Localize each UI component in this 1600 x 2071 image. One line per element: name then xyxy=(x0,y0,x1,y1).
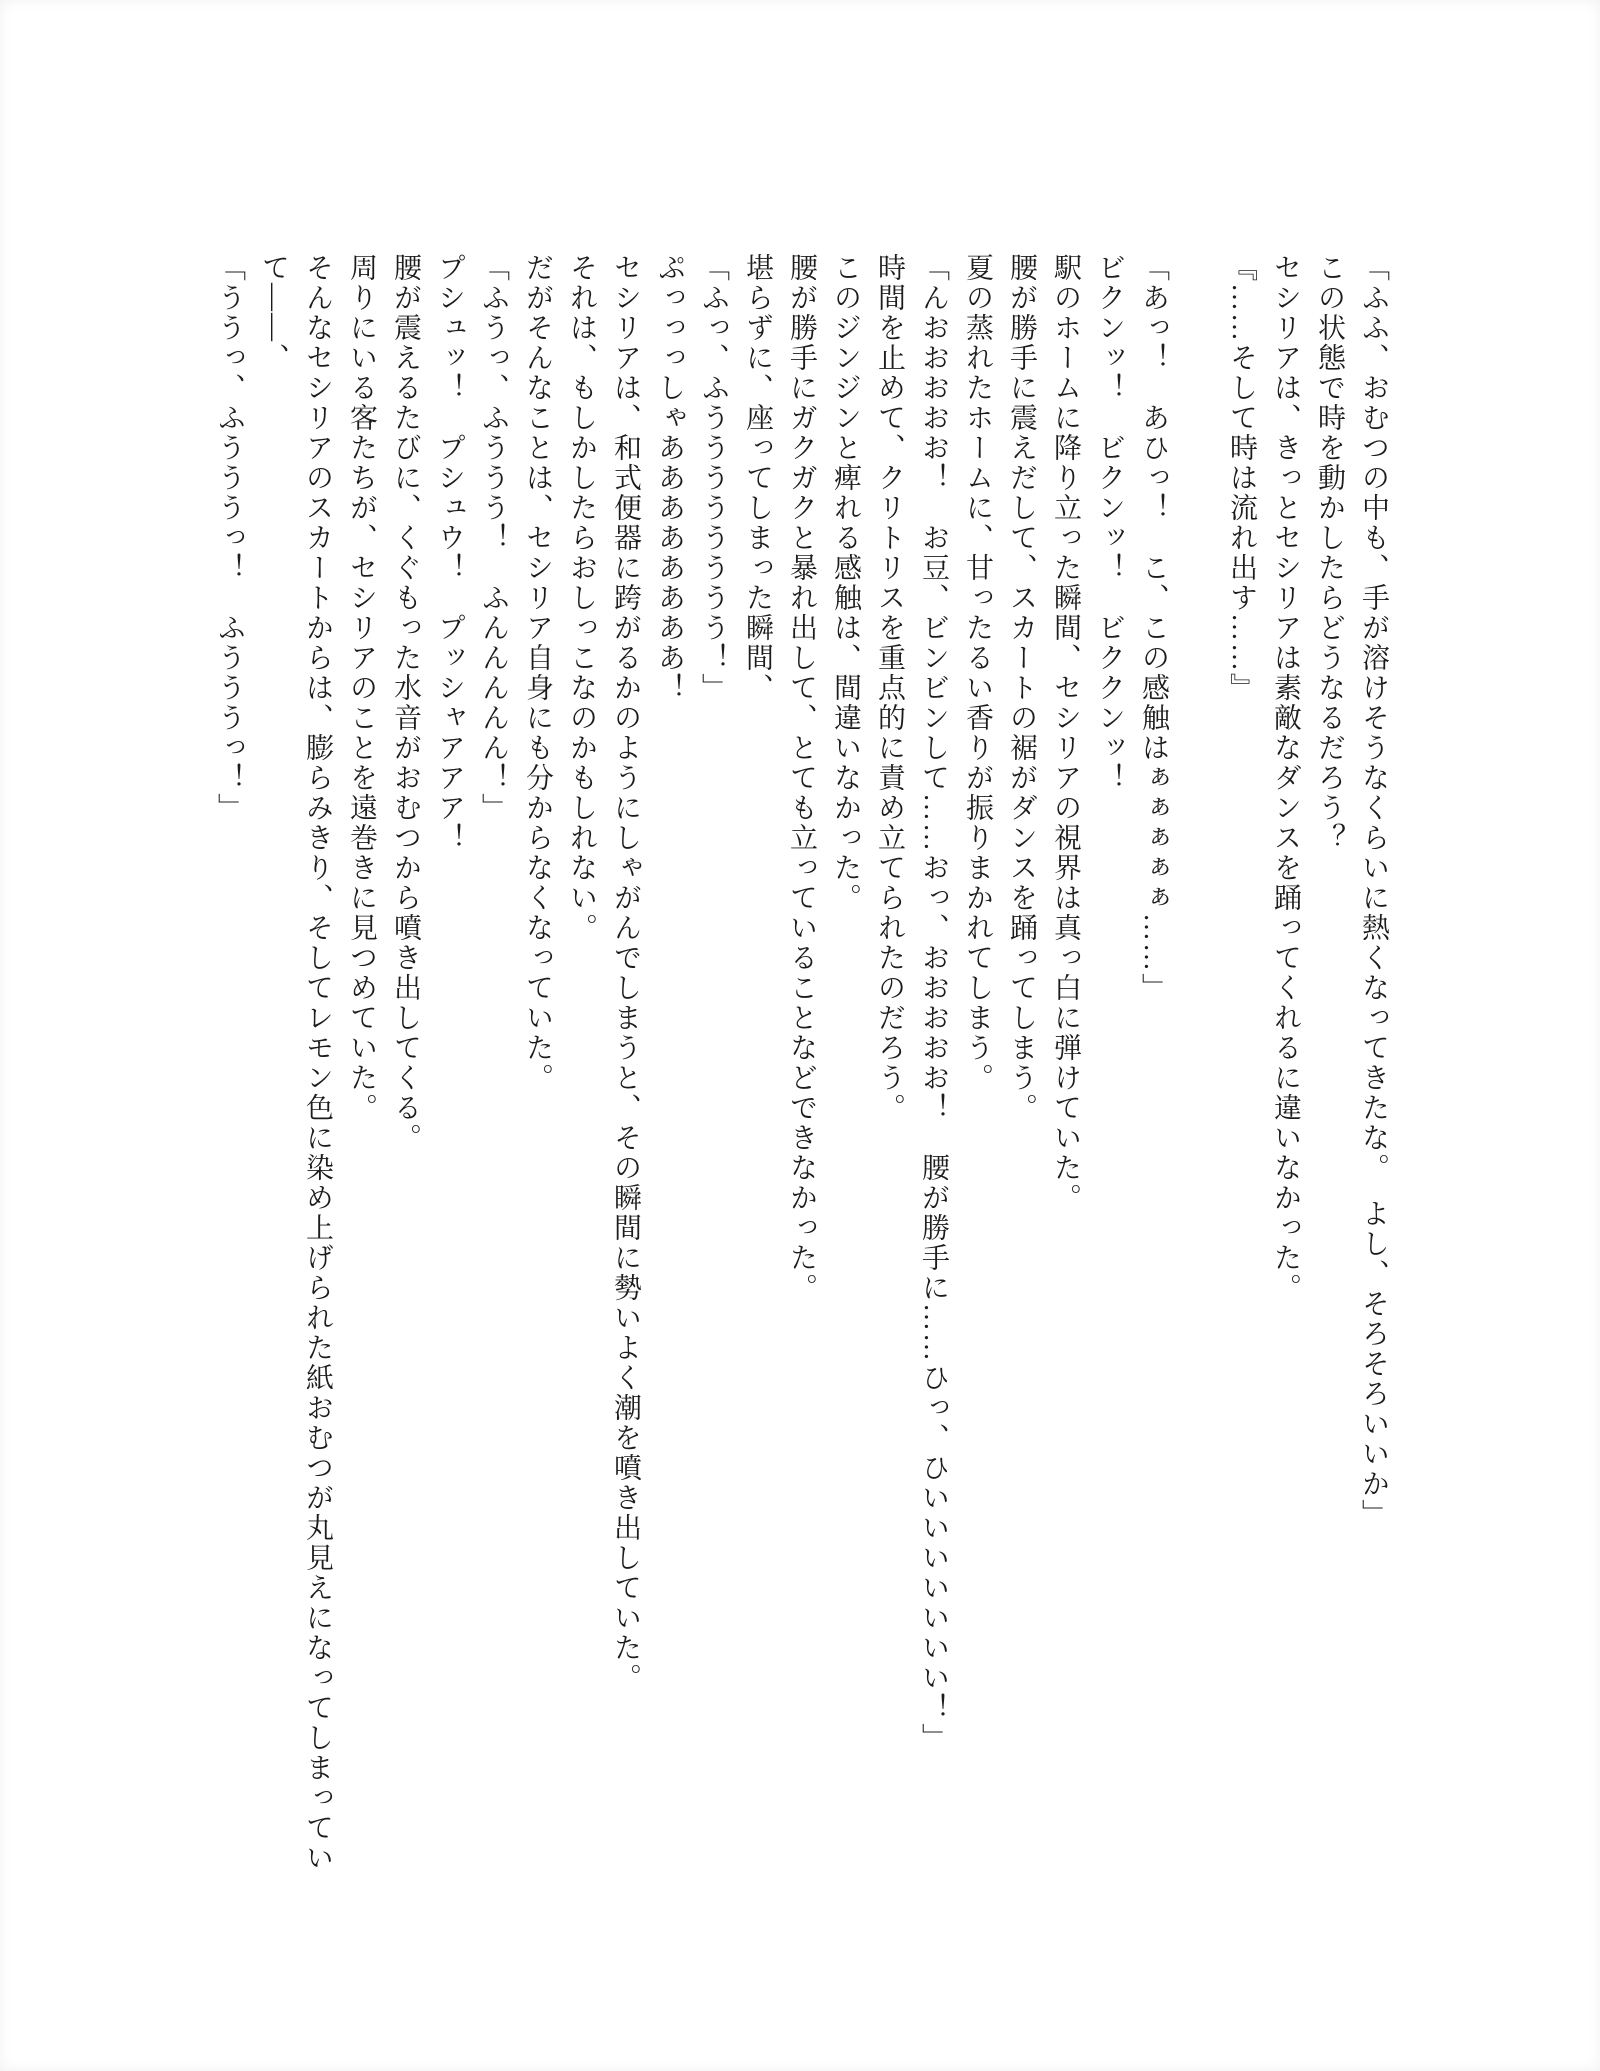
paragraph-column: ぷっっっしゃああああああああ！ xyxy=(654,253,685,703)
paragraph-column: 夏の蒸れたホームに、甘ったるい香りが振りまかれてしまう。 xyxy=(962,253,993,1093)
paragraph-column: 腰が震えるたびに、くぐもった水音がおむつから噴き出してくる。 xyxy=(390,253,421,1153)
paragraph-column: 時間を止めて、クリトリスを重点的に責め立てられたのだろう。 xyxy=(874,253,905,1123)
paragraph-column: 堪らずに、座ってしまった瞬間、 xyxy=(742,253,773,703)
paragraph-column: ビクンッ！ ビクンッ！ ビククンッ！ xyxy=(1094,253,1125,793)
paragraph-column: それは、もしかしたらおしっこなのかもしれない。 xyxy=(566,253,597,943)
paragraph-column: 「ふうっ、ふううう！ ふんんんんん！」 xyxy=(478,253,509,823)
paragraph-column: 周りにいる客たちが、セシリアのことを遠巻きに見つめていた。 xyxy=(346,253,377,1123)
paragraph-column: 「んおおおおお！ お豆、ビンビンして……おっ、おおおおお！ 腰が勝手に……ひっ、ひいいいいいいい！」 xyxy=(918,253,949,1753)
vertical-text-block xyxy=(207,253,1395,1883)
paragraph-column: 「ふっ、ふうううううううう！」 xyxy=(698,253,729,703)
paragraph-column: プシュッ！ プシュウ！ プッシャアアア！ xyxy=(434,253,465,853)
paragraph-column: 「ふふ、おむつの中も、手が溶けそうなくらいに熱くなってきたな。 よし、そろそろいいか」 xyxy=(1358,253,1389,1529)
paragraph-column: そんなセシリアのスカートからは、膨らみきり、そしてレモン色に染め上げられた紙おむつが丸見えになってしまっていて――、 xyxy=(258,253,333,1873)
paragraph-column: 腰が勝手に震えだして、スカートの裾がダンスを踊ってしまう。 xyxy=(1006,253,1037,1123)
paragraph-column: 「あっ！ あひっ！ こ、この感触はぁぁぁぁぁ……」 xyxy=(1138,253,1169,1003)
paragraph-column: セシリアは、和式便器に跨がるかのようにしゃがんでしまうと、その瞬間に勢いよく潮を噴き出していた。 xyxy=(610,253,641,1693)
paragraph-column: セシリアは、きっとセシリアは素敵なダンスを踊ってくれるに違いなかった。 xyxy=(1270,253,1301,1303)
paragraph-column: 「ううっ、ふうううっ！ ふうううっ！」 xyxy=(214,253,245,823)
paragraph-column: 『……そして時は流れ出す……』 xyxy=(1226,253,1257,703)
paragraph-column: 腰が勝手にガクガクと暴れ出して、とても立っていることなどできなかった。 xyxy=(786,253,817,1303)
paragraph-column: この状態で時を動かしたらどうなるだろう？ xyxy=(1314,253,1345,853)
paragraph-column: 駅のホームに降り立った瞬間、セシリアの視界は真っ白に弾けていた。 xyxy=(1050,253,1081,1213)
paragraph-column: だがそんなことは、セシリア自身にも分からなくなっていた。 xyxy=(522,253,553,1093)
paragraph-column: このジンジンと痺れる感触は、間違いなかった。 xyxy=(830,253,861,913)
